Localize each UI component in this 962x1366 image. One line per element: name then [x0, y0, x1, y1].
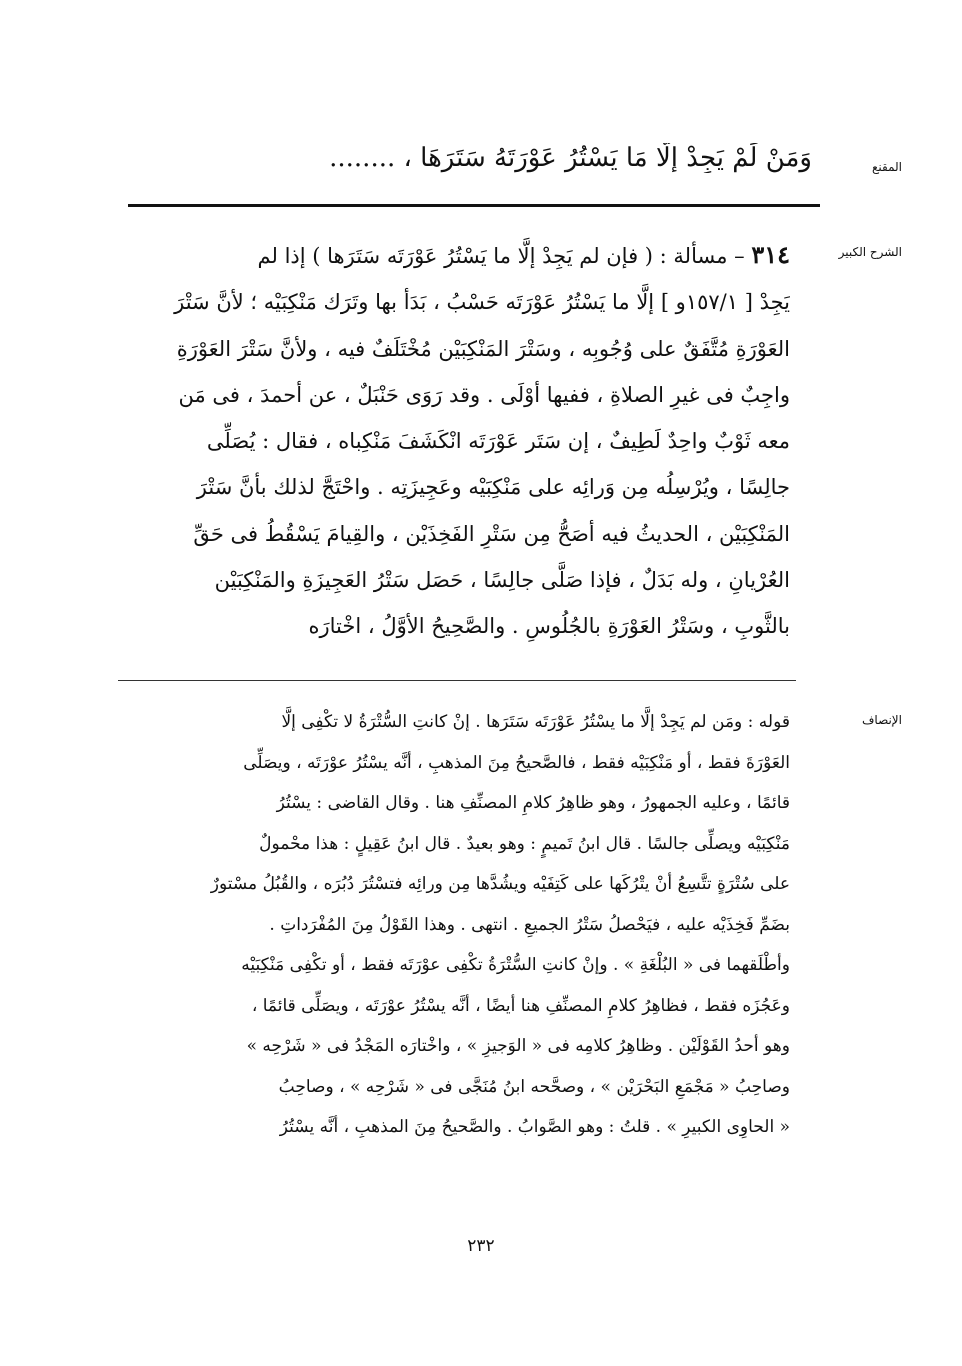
section-divider-thin: [118, 680, 796, 681]
sharh-line: [130, 232, 790, 279]
insaf-text: [130, 702, 790, 1148]
insaf-line: العَوْرَةَ فقط ، أو مَنْكِبَيْه فقط ، فالصَّحيحُ مِنَ المذهبِ ، أنَّه يسْتُرُ عوْرَتَه ، ويصَلِّى: [243, 752, 790, 773]
page-number: ٢٣٢: [467, 1236, 495, 1256]
insaf-line: وهو أحدُ القَوْلَيْن . وظاهِرُ كلامِه فى « الوَجيزِ » ، واخْتارَه المَجْدُ فى « شَرْحِه »: [246, 1036, 790, 1056]
insaf-line: « الحاوِى الكبيرِ » . قلتُ : وهو الصَّوابُ . والصَّحيحُ مِنَ المذهبِ ، أنَّه يسْتُرُ: [279, 1117, 790, 1137]
insaf-line: قوله : ومَن لم يَجِدْ إلَّا ما يسْتُرُ عَوْرَتَه سَتَرَها . إنْ كانتِ السُّتْرَةُ لا تكْفِى إلَّا: [281, 712, 790, 732]
sharh-line: المَنْكِبَيْن ، الحديثُ فيه أصَحُّ مِن سَتْرِ الفَخِذَيْن ، والقِيامَ يَسْقُطُ فى حَقِّ: [193, 521, 790, 546]
insaf-line: قائمًا ، وعليه الجمهورُ ، وهو ظاهِرُ كلامِ المصنِّفِ هنا . وقال القاضى : يسْتُرُ: [276, 793, 790, 813]
insaf-line: بضَمِّ فَخِذَيْه عليه ، فيَحْصلُ سَتْرُ الجميعِ . انتهى . وهذا القَوْلُ مِنَ المُفْرَداتِ .: [269, 914, 790, 935]
insaf-line: على سُتْرَةٍ تتَّسِعُ أنْ يتْرُكَها على كَتِفَيْه ويشُدَّها مِن ورائِه فتسْتُرَ دُبُرَه ، والقُبُلُ مسْتورٌ: [210, 874, 790, 894]
muqni-text: وَمَنْ لَمْ يَجِدْ إِلَّا مَا يَسْتُرُ عَوْرَتَهُ سَتَرَهَا ، ........: [329, 143, 812, 173]
sharh-line: واجِبٌ فى غيرِ الصلاةِ ، ففيها أوْلَى . وقد رَوَى حَنْبَلٌ ، عن أحمدَ ، فى مَن: [178, 382, 790, 407]
insaf-line: وصاحِبُ « مَجْمَعِ البَحْرَيْن » ، وصحَّحه ابنُ مُنَجَّى فى « شَرْحِه » ، وصاحِبُ: [278, 1076, 790, 1097]
sharh-line: معه ثَوْبٌ واحِدٌ لَطِيفٌ ، إن سَتَر عَوْرَتَه انْكَشَفَ مَنْكِباه ، فقال : يُصَلِّى: [206, 429, 790, 454]
section-divider-thick: [128, 204, 820, 207]
label-muqni: المقنع: [871, 160, 902, 174]
sharh-line: بالثَّوبِ ، وسَتْرُ العَوْرَةِ بالجُلُوسِ . والصَّحِيحُ الأوَّلُ ، اخْتارَه: [308, 614, 790, 639]
insaf-line: وأطْلَقهما فى « البُلْغَةِ » . وإنْ كانتِ السُّتْرَةُ تكْفِى عوْرَتَه فقط ، أو تكْفِى مَنْكِبَيْه: [241, 955, 790, 975]
label-insaf: الإنصاف: [861, 713, 902, 727]
sharh-text: [130, 232, 790, 650]
issue-number: ٣١٤: [751, 240, 790, 269]
sharh-line: جالِسًا ، ويُرْسِلُه مِن وَرائِه على مَنْكِبَيْه وعَجِيزَتِه . واحْتَجَّ لذلك بأنَّ سَتْرَ: [196, 475, 790, 500]
sharh-line: العُرْيانِ ، وله بَدَلٌ ، فإذا صَلَّى جالِسًا ، حَصَل سَتْرُ العَجِيزَةِ والمَنْكِبَيْن: [214, 568, 790, 593]
sharh-line: العَوْرَةِ مُتَّفَقٌ على وُجُوبِه ، وسَتْرَ المَنْكِبَيْن مُخْتَلَفٌ فيه ، ولأنَّ سَتْرَ العَوْرَةِ: [176, 336, 790, 361]
sharh-line-text: – مسألة : ( فإن لم يَجِدْ إلَّا ما يَسْتُرُ عَوْرَتَه سَتَرَها ) إذا لم: [257, 244, 745, 268]
insaf-line: مَنْكِبَيْه ويصلِّى جالسًا . قال ابنُ تَميمٍ : وهو بعيدٌ . قال ابنُ عَقِيلٍ : هذا محْمولٌ: [259, 833, 790, 854]
insaf-line: وعَجُزَه فقط ، فظاهِرُ كلامِ المصنِّفِ هنا أيضًا ، أنَّه يسْتُرُ عوْرَتَه ، ويصَلِّى قائمًا ،: [251, 995, 790, 1016]
sharh-line: يَجِدْ [ ١٥٧/١و ] إلَّا ما يَسْتُرُ عَوْرَتَه حَسْبُ ، بَدَأ بها وتَرَك مَنْكِبَيْه ؛ لأنَّ سَتْرَ: [174, 290, 790, 315]
label-sharh: الشرح الكبير: [838, 245, 902, 259]
